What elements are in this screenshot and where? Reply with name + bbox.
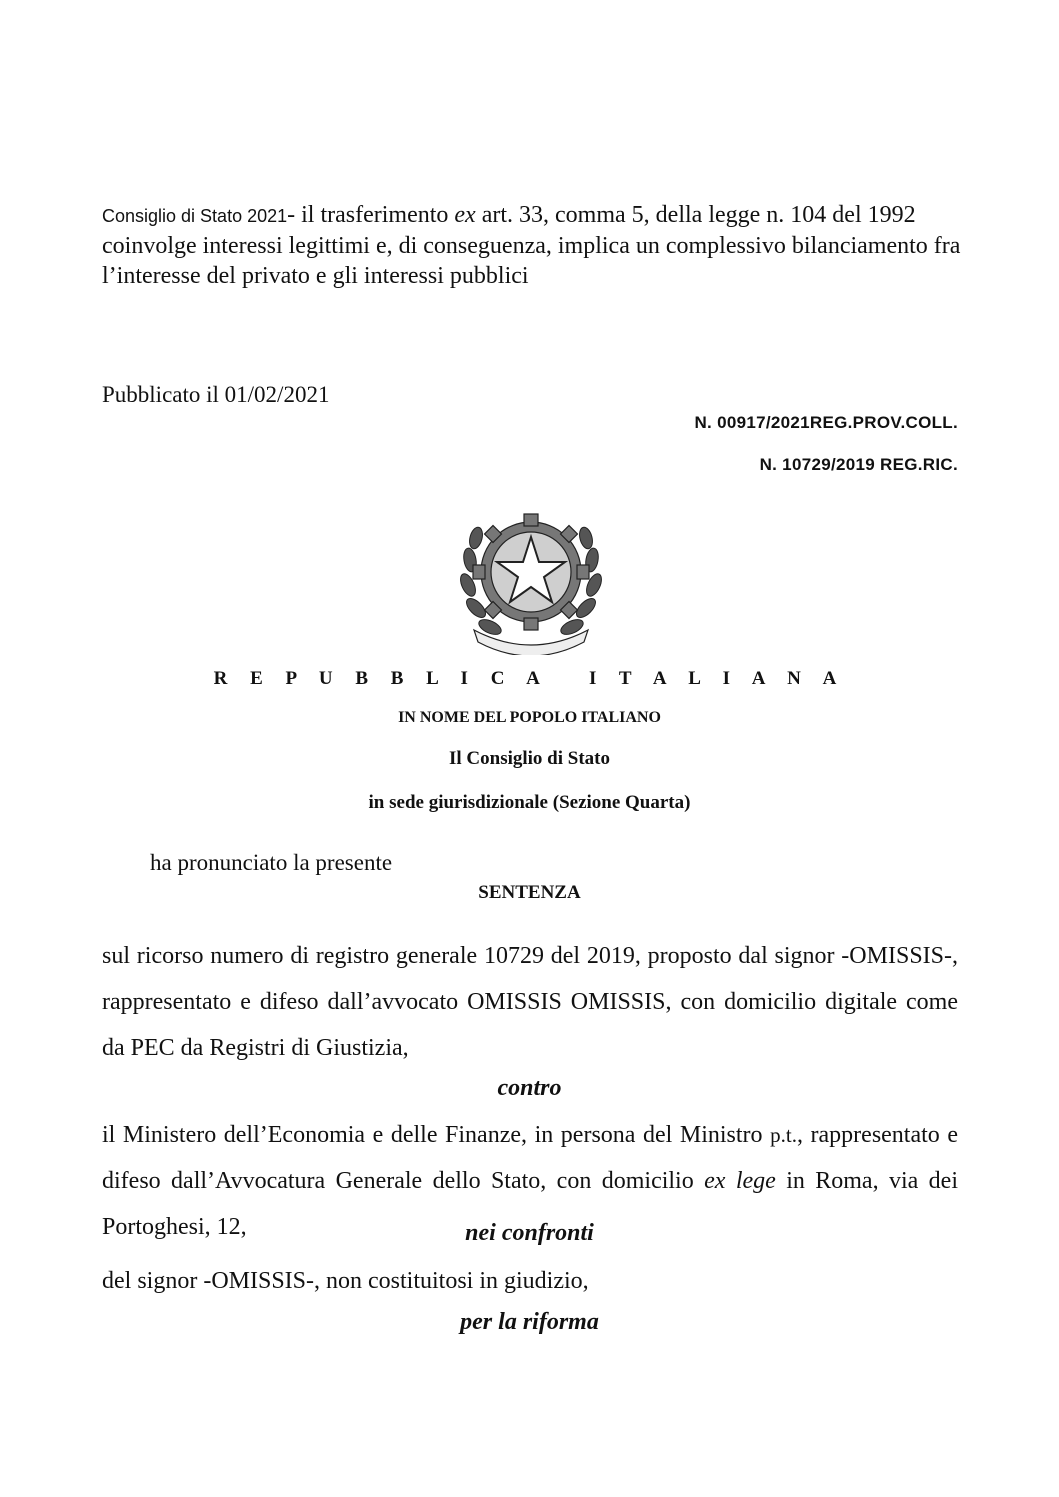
sede-heading: in sede giurisdizionale (Sezione Quarta) (368, 792, 691, 813)
pronunciato-text: ha pronunciato la presente (150, 850, 393, 875)
emblem-of-italy-icon (456, 490, 606, 655)
nei-confronti-heading: nei confronti (465, 1220, 594, 1246)
summary-block (102, 200, 962, 291)
summary-text-2: art. 33, comma 5, della legge n. 104 del 1992 coinvolge interessi legittimi e, di conseguenza, implica un complessivo bilanciamento fra l’interesse del privato e gli interessi pubblici (102, 202, 961, 289)
ministero-text-1: il Ministero dell’Economia e delle Finanze, in persona del Ministro (102, 1122, 771, 1148)
summary-ex: ex (454, 202, 476, 228)
published-date: Pubblicato il 01/02/2021 (102, 382, 330, 407)
summary-text-1: - il trasferimento (287, 202, 455, 228)
repubblica-italiana-heading: R E P U B B L I C A I T A L I A N A (213, 668, 846, 689)
ex-lege: ex lege (704, 1168, 776, 1194)
ministero-text-2: , rappresentato e difeso dall’Avvocatura Generale dello Stato, con domicilio (102, 1122, 959, 1194)
ricorso-paragraph: sul ricorso numero di registro generale 10729 del 2019, proposto dal signor -OMISSIS-, rappresentato e difeso dall’avvocato OMISSIS OMISSIS, con domicilio digitale come da PEC da Registri di Giustizia, (102, 943, 958, 1061)
reg-prov-coll-number: N. 00917/2021REG.PROV.COLL. (694, 413, 958, 432)
popolo-heading: IN NOME DEL POPOLO ITALIANO (398, 709, 661, 726)
contro-heading: contro (497, 1075, 562, 1101)
summary-source: Consiglio di Stato 2021 (102, 206, 288, 226)
reg-ric-number: N. 10729/2019 REG.RIC. (759, 455, 958, 474)
ministero-text-3: in Roma, via dei Portoghesi, 12, (102, 1168, 959, 1240)
consiglio-heading: Il Consiglio di Stato (448, 748, 610, 769)
per-la-riforma-heading: per la riforma (460, 1309, 599, 1335)
pt-abbreviation: p.t. (770, 1123, 797, 1147)
sentenza-heading: SENTENZA (478, 882, 581, 903)
controinteressato-paragraph: del signor -OMISSIS-, non costituitosi in giudizio, (102, 1268, 589, 1294)
